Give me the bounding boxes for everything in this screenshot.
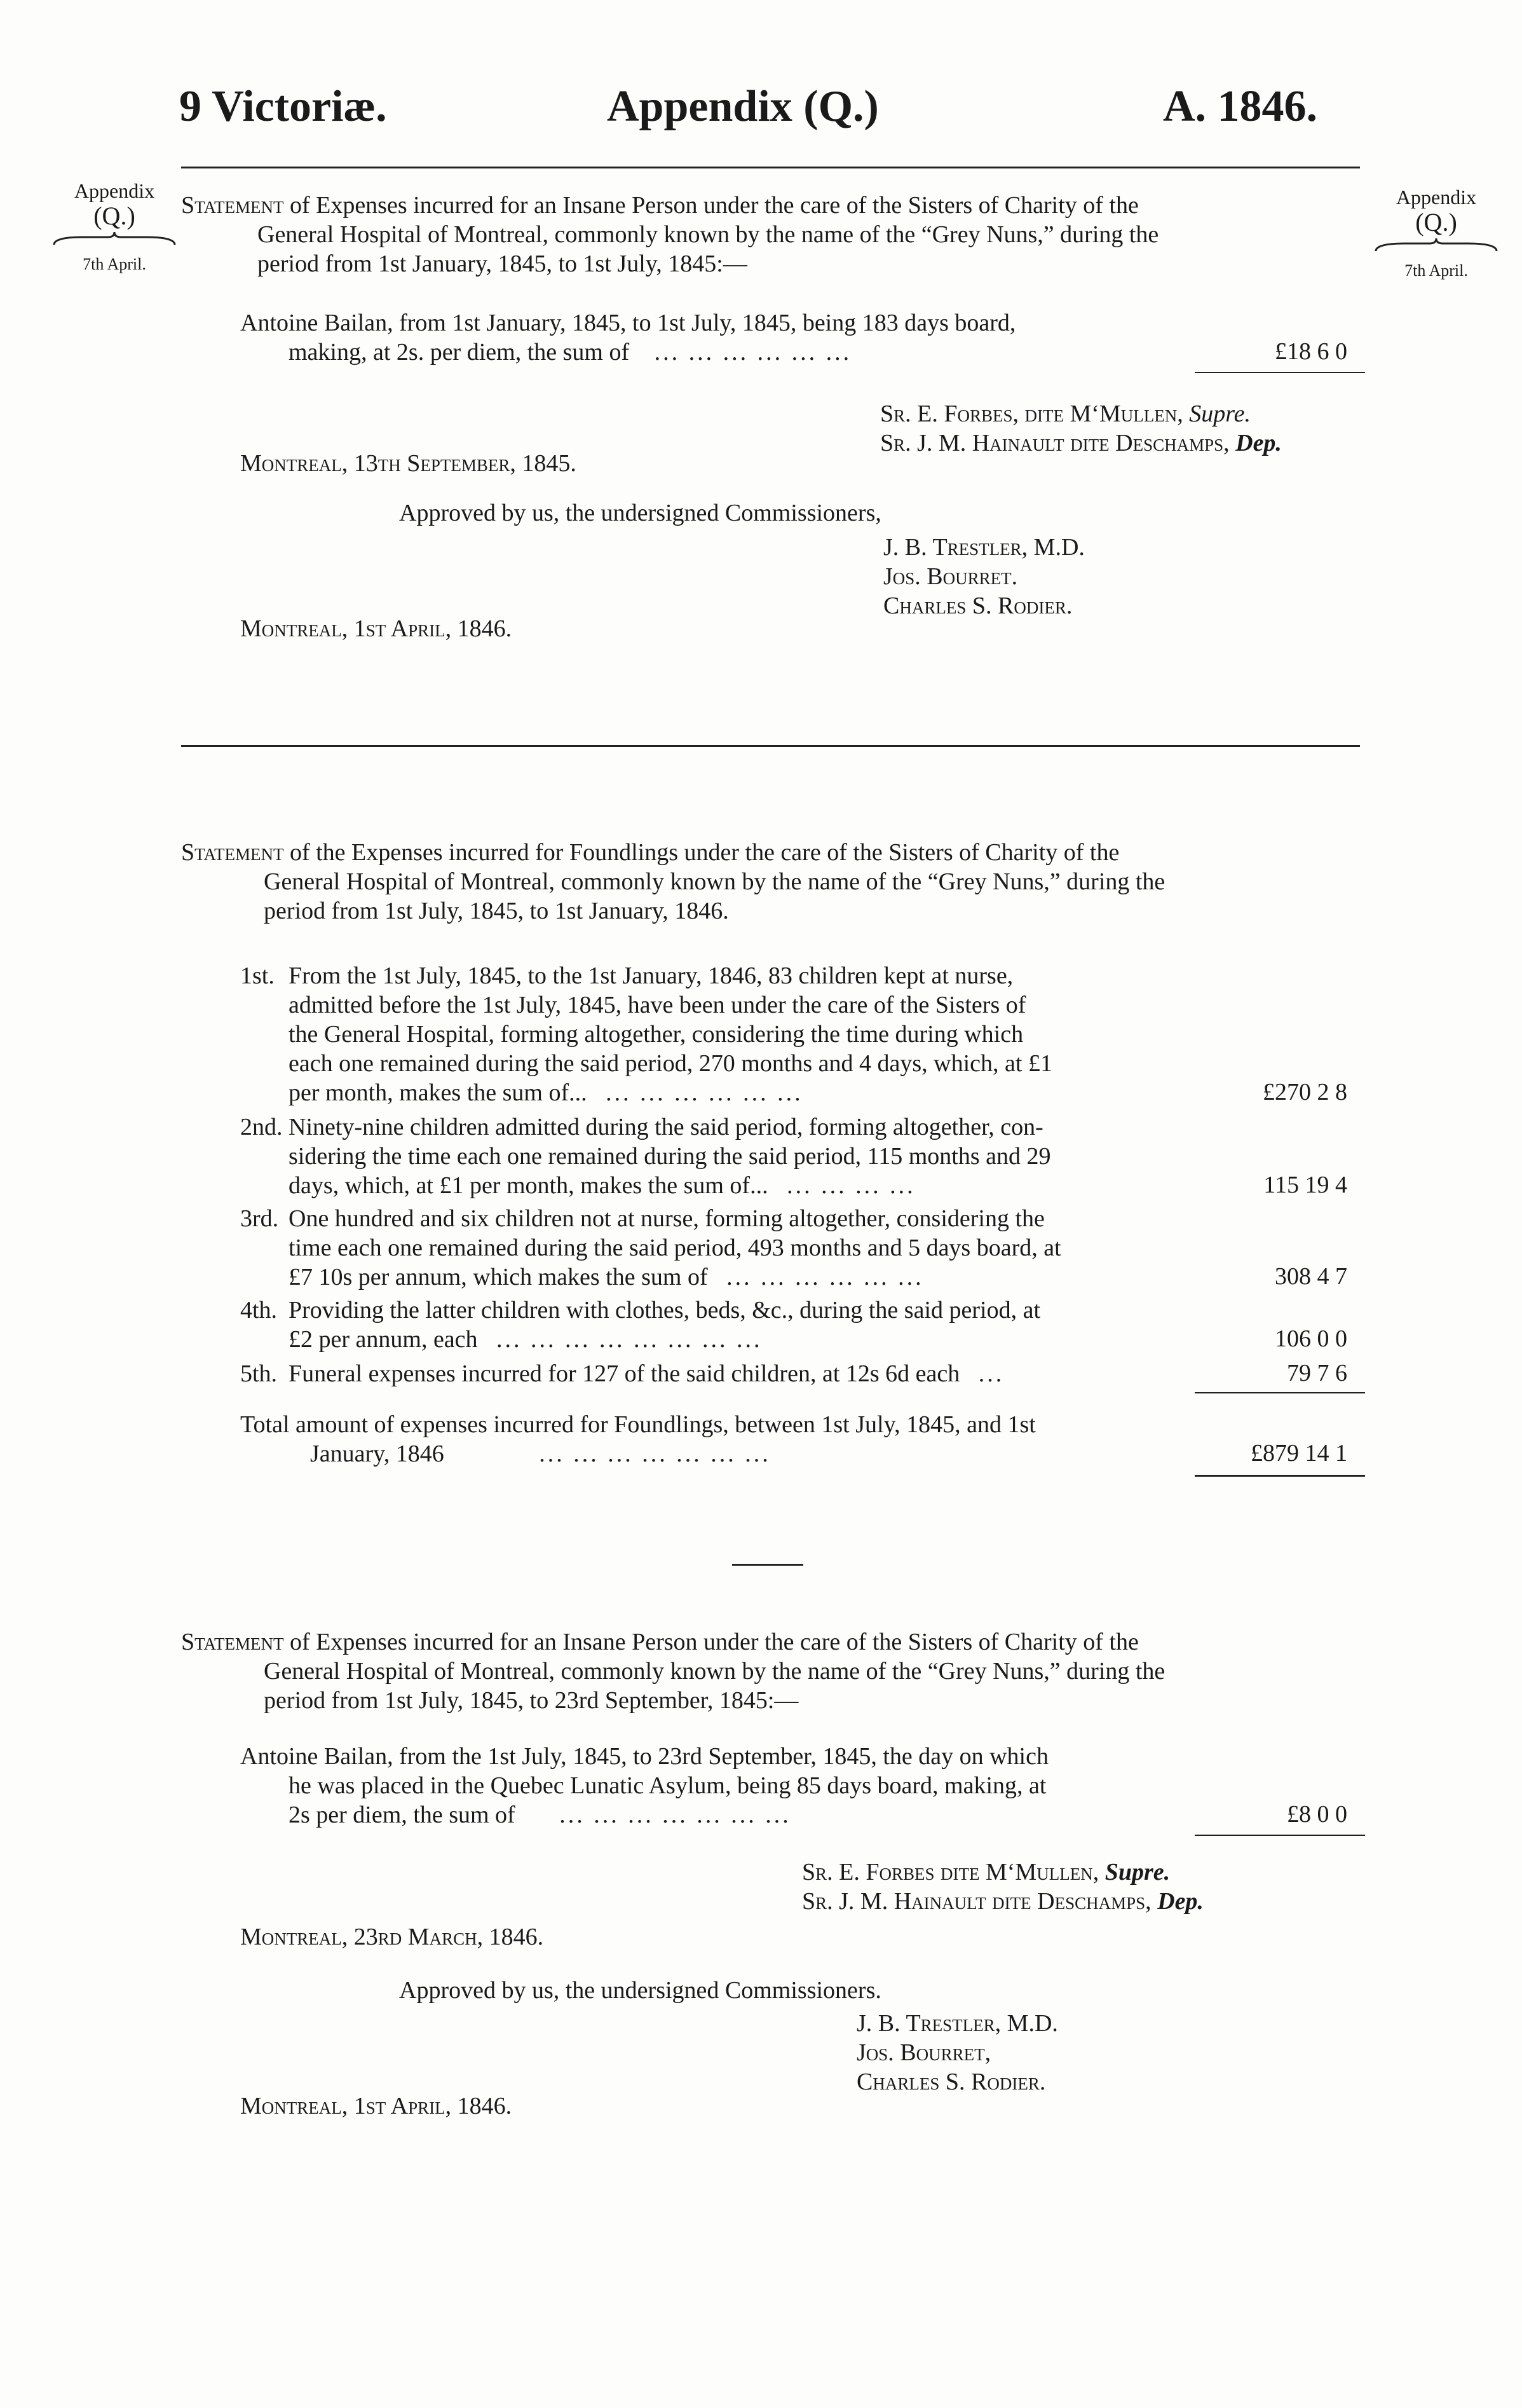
section3-signers: [802, 1857, 1204, 1916]
section3-approved: Approved by us, the undersigned Commissioners.: [399, 1977, 881, 2004]
item-number: 2nd.: [240, 1114, 283, 1140]
section1-entry: [240, 308, 1193, 367]
header-right: A. 1846.: [1163, 82, 1318, 131]
section1-signers: [880, 399, 1282, 458]
list-item: [240, 1112, 1200, 1200]
list-item: [240, 1296, 1200, 1354]
section1-amount: £18 6 0: [1275, 338, 1347, 365]
amount-rule: [1195, 1835, 1365, 1836]
item-line: time each one remained during the said period, 493 months and 5 days board, at: [289, 1235, 1061, 1261]
item-number: 1st.: [240, 962, 275, 989]
commissioner-name: J. B. Trestler, M.D.: [883, 534, 1085, 561]
section1-approved: Approved by us, the undersigned Commissioners,: [399, 500, 881, 526]
section1-commissioners: [883, 533, 1085, 620]
item-line: £2 per annum, each: [289, 1326, 478, 1353]
item-line: From the 1st July, 1845, to the 1st January, 1846, 83 children kept at nurse,: [289, 962, 1014, 989]
statement-lead: Statement: [181, 192, 284, 219]
entry-line: making, at 2s. per diem, the sum of: [289, 339, 630, 366]
statement-line: period from 1st January, 1845, to 1st July, 1845:—: [257, 250, 747, 277]
statement-lead: Statement: [181, 1629, 284, 1655]
item-amount: 106 0 0: [1275, 1325, 1347, 1352]
leader-dots: ... ... ... ... ... ...: [654, 339, 852, 366]
leader-dots: ... ... ... ... ... ... ...: [539, 1440, 771, 1467]
leader-dots: ... ... ... ... ... ... ... ...: [496, 1326, 763, 1353]
total-row: [240, 1410, 1200, 1468]
item-number: 4th.: [240, 1297, 278, 1324]
item-amount: 79 7 6: [1287, 1360, 1347, 1386]
statement-line: General Hospital of Montreal, commonly known by the name of the “Grey Nuns,” during the: [264, 868, 1165, 895]
signer-title: Supre.: [1189, 400, 1251, 427]
brace-icon: [51, 232, 178, 246]
signer-name: Sr. E. Forbes dite M‘Mullen,: [802, 1859, 1099, 1885]
signer-name: Sr. J. M. Hainault dite Deschamps,: [802, 1888, 1152, 1915]
section3-approved-date: Montreal, 1st April, 1846.: [240, 2093, 512, 2119]
margin-note-right: [1373, 186, 1500, 282]
item-amount: £270 2 8: [1263, 1079, 1347, 1105]
section1-approved-date: Montreal, 1st April, 1846.: [240, 615, 512, 642]
short-divider: [732, 1564, 803, 1566]
section3-entry: [240, 1742, 1200, 1830]
list-item: [240, 961, 1200, 1107]
leader-dots: ... ... ... ... ... ...: [726, 1264, 924, 1290]
statement-line: General Hospital of Montreal, commonly known by the name of the “Grey Nuns,” during the: [264, 1658, 1165, 1685]
item-line: Funeral expenses incurred for 127 of the said children, at 12s 6d each: [289, 1360, 960, 1387]
item-line: Providing the latter children with clothes, beds, &c., during the said period, at: [289, 1297, 1041, 1324]
margin-note-date: 7th April.: [83, 255, 146, 273]
commissioner-name: Charles S. Rodier.: [883, 592, 1073, 619]
section3-amount: £8 0 0: [1287, 1801, 1347, 1828]
item-line: sidering the time each one remained during the said period, 115 months and 29: [289, 1143, 1051, 1170]
leader-dots: ...: [978, 1360, 1005, 1387]
signer-name: Sr. E. Forbes, dite M‘Mullen,: [880, 400, 1183, 427]
entry-line: 2s per diem, the sum of: [289, 1802, 515, 1828]
leader-dots: ... ... ... ...: [787, 1172, 916, 1199]
margin-note-label-right: Appendix: [1396, 186, 1477, 209]
item-line: admitted before the 1st July, 1845, have been under the care of the Sisters of: [289, 992, 1026, 1018]
leader-dots: ... ... ... ... ... ... ...: [559, 1802, 791, 1828]
item-number: 3rd.: [240, 1205, 279, 1232]
statement-line: period from 1st July, 1845, to 23rd September, 1845:—: [264, 1687, 799, 1714]
item-line: the General Hospital, forming altogether, considering the time during which: [289, 1021, 1024, 1048]
header-center: Appendix (Q.): [607, 82, 879, 131]
signer-title: Dep.: [1235, 430, 1282, 456]
section-divider: [181, 745, 1360, 747]
item-number: 5th.: [240, 1360, 278, 1387]
item-line: Ninety-nine children admitted during the said period, forming altogether, con-: [289, 1114, 1043, 1140]
header-left: 9 Victoriæ.: [179, 82, 387, 131]
section3-statement: [181, 1627, 1376, 1715]
total-line: January, 1846: [310, 1440, 444, 1467]
margin-note-sub: (Q.): [93, 202, 135, 230]
commissioner-name: J. B. Trestler, M.D.: [857, 2010, 1058, 2037]
entry-line: he was placed in the Quebec Lunatic Asylum, being 85 days board, making, at: [289, 1772, 1047, 1799]
total-rule: [1195, 1475, 1365, 1477]
section1-place-date: Montreal, 13th September, 1845.: [240, 450, 576, 477]
signer-title: Supre.: [1104, 1859, 1171, 1885]
header-rule: [181, 167, 1360, 168]
entry-line: Antoine Bailan, from the 1st July, 1845, to 23rd September, 1845, the day on which: [240, 1743, 1049, 1770]
statement-line: of the Expenses incurred for Foundlings under the care of the Sisters of Charity of the: [289, 839, 1120, 866]
statement-line: of Expenses incurred for an Insane Person under the care of the Sisters of Charity of the: [289, 1629, 1139, 1655]
item-line: One hundred and six children not at nurse, forming altogether, considering the: [289, 1205, 1045, 1232]
margin-note-left: [51, 179, 178, 276]
statement-line: period from 1st July, 1845, to 1st January, 1846.: [264, 898, 729, 924]
list-item: [240, 1204, 1200, 1292]
commissioner-name: Jos. Bourret,: [857, 2039, 991, 2066]
entry-line: Antoine Bailan, from 1st January, 1845, to 1st July, 1845, being 183 days board,: [240, 310, 1016, 336]
section3-place-date: Montreal, 23rd March, 1846.: [240, 1924, 544, 1950]
leader-dots: ... ... ... ... ... ...: [606, 1079, 803, 1106]
brace-icon: [1373, 238, 1500, 252]
subtotal-rule: [1195, 1392, 1365, 1393]
commissioner-name: Charles S. Rodier.: [857, 2069, 1046, 2095]
section1-statement: [181, 191, 1376, 278]
commissioner-name: Jos. Bourret.: [883, 563, 1018, 590]
margin-note-date-right: 7th April.: [1404, 261, 1468, 280]
section2-statement: [181, 838, 1376, 926]
amount-rule: [1195, 372, 1365, 373]
item-line: each one remained during the said period, 270 months and 4 days, which, at £1: [289, 1050, 1052, 1077]
list-item: [240, 1359, 1200, 1388]
total-line: Total amount of expenses incurred for Foundlings, between 1st July, 1845, and 1st: [240, 1411, 1036, 1438]
item-amount: 115 19 4: [1263, 1172, 1347, 1198]
section3-commissioners: [857, 2009, 1058, 2097]
item-line: days, which, at £1 per month, makes the sum of...: [289, 1172, 768, 1199]
statement-lead: Statement: [181, 839, 284, 866]
signer-name: Sr. J. M. Hainault dite Deschamps,: [880, 430, 1230, 456]
margin-note-label: Appendix: [74, 179, 155, 202]
item-line: per month, makes the sum of...: [289, 1079, 587, 1106]
statement-line: General Hospital of Montreal, commonly known by the name of the “Grey Nuns,” during the: [257, 221, 1159, 248]
signer-title: Dep.: [1157, 1888, 1204, 1915]
item-amount: 308 4 7: [1275, 1263, 1347, 1290]
item-line: £7 10s per annum, which makes the sum of: [289, 1264, 708, 1290]
margin-note-sub-right: (Q.): [1415, 208, 1457, 236]
statement-line: of Expenses incurred for an Insane Person under the care of the Sisters of Charity of the: [289, 192, 1139, 219]
total-amount: £879 14 1: [1251, 1440, 1347, 1467]
